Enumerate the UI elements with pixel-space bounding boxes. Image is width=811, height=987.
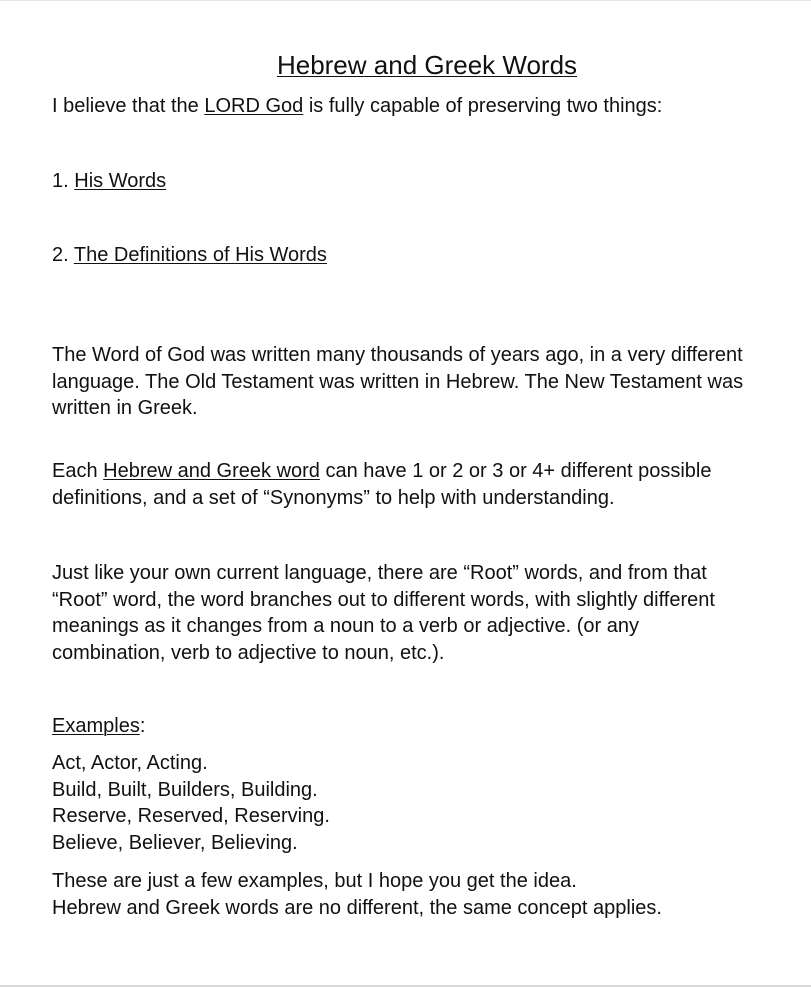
paragraph-line: These are just a few examples, but I hope you get the idea. [52,870,577,892]
examples-heading [52,713,145,739]
list-text-his-words: His Words [74,170,167,192]
examples-heading-text: Examples [52,715,140,737]
paragraph-line: “Root” word, the word branches out to different words, with slightly different [52,588,715,611]
paragraph-line: Just like your own current language, there are “Root” words, and from that [52,562,707,584]
examples-colon: : [139,715,146,737]
paragraph-line [52,458,804,485]
paragraph-line: written in Greek. [52,397,198,419]
intro-text-after: is fully capable of preserving two things: [303,95,663,117]
list-text-definitions: The Definitions of His Words [73,244,327,266]
example-item: Believe, Believer, Believing. [52,831,298,854]
paragraph-line: combination, verb to adjective to noun, etc.). [52,641,445,664]
hebrew-greek-word-text: Hebrew and Greek word [103,460,320,482]
page-title: Hebrew and Greek Words [276,50,578,80]
lord-god-text: LORD God [204,95,304,117]
paragraph-root-words [52,560,804,666]
paragraph-word-of-god [52,342,804,422]
example-item: Reserve, Reserved, Reserving. [52,805,330,827]
paragraph-line: The Word of God was written many thousands of years ago, in a very different [52,344,743,366]
each-text: Each [52,460,104,482]
example-item: Build, Built, Builders, Building. [52,778,318,801]
list-item-1 [52,168,166,194]
example-item: Act, Actor, Acting. [52,752,208,774]
paragraph-line: meanings as it changes from a noun to a verb or adjective. (or any [52,615,639,637]
list-item-2 [52,242,327,268]
paragraph-line: definitions, and a set of “Synonyms” to help with understanding. [52,486,615,509]
definitions-text: can have 1 or 2 or 3 or 4+ different possible [319,460,712,482]
intro-line [52,93,662,119]
list-number-2: 2. [52,244,74,266]
top-divider [0,0,811,1]
paragraph-line: Hebrew and Greek words are no different, the same concept applies. [52,896,662,919]
paragraph-definitions [52,458,804,511]
intro-text-before: I believe that the [52,95,205,117]
paragraph-line: language. The Old Testament was written in Hebrew. The New Testament was [52,370,744,393]
list-number-1: 1. [52,170,75,192]
closing-paragraph [52,868,804,921]
examples-list [52,750,804,856]
